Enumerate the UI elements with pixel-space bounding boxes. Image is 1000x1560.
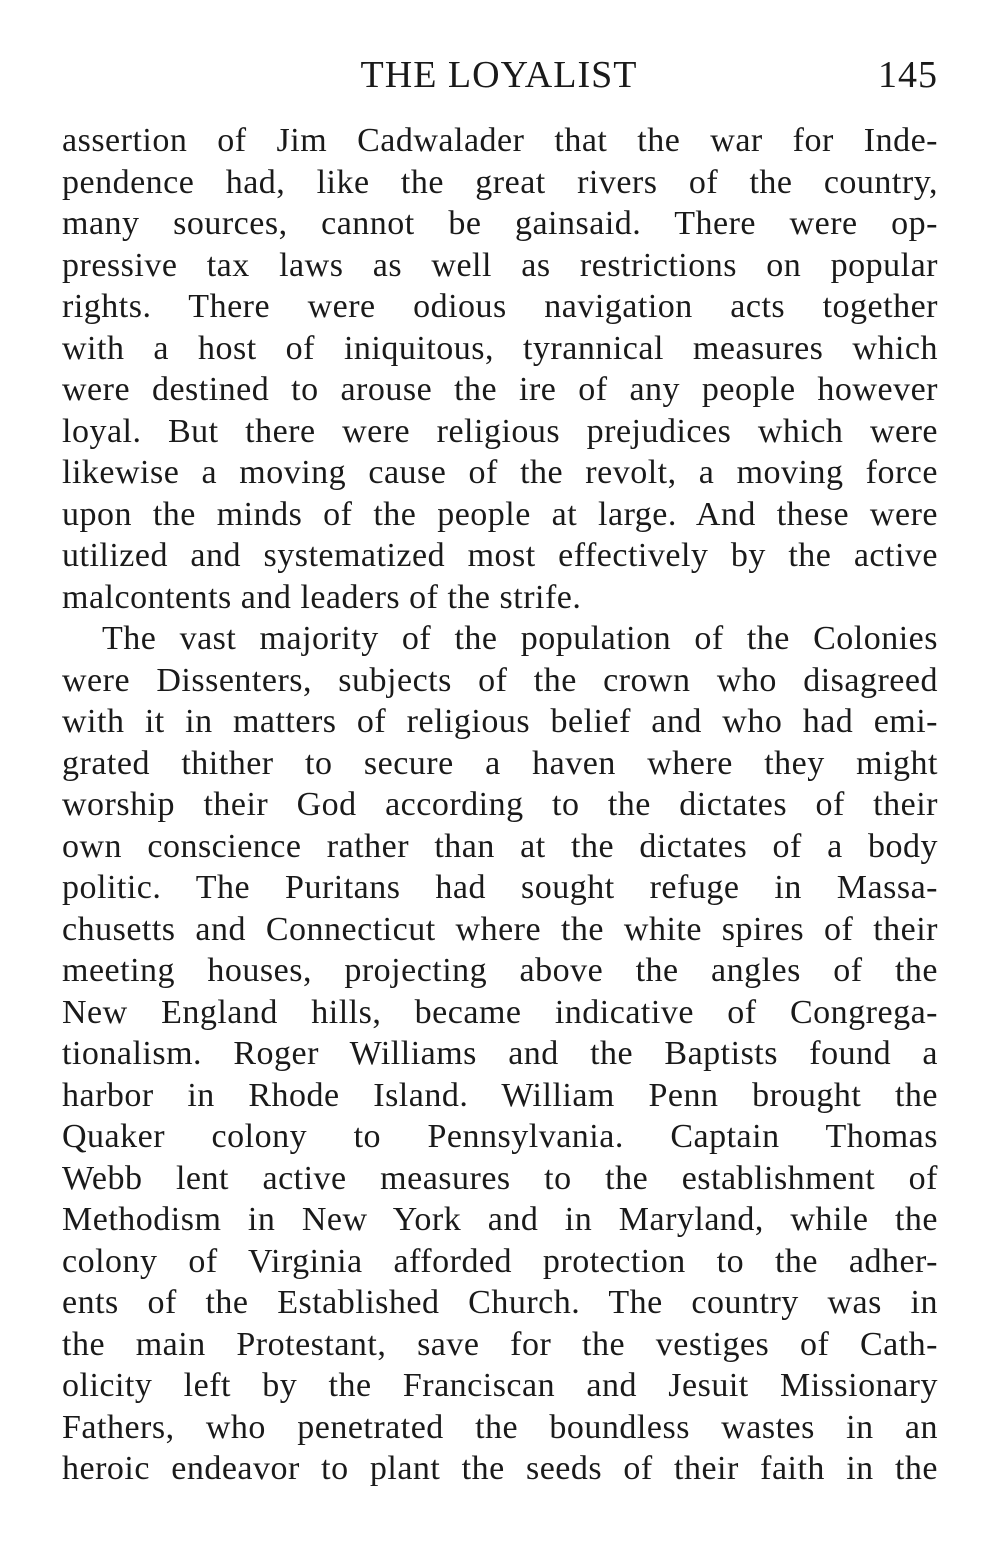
- text-line: New England hills, became indicative of Congrega-: [62, 993, 938, 1031]
- text-line: meeting houses, projecting above the angles of the: [62, 952, 938, 989]
- text-line: Methodism in New York and in Maryland, while the: [62, 1201, 938, 1238]
- paragraph-1: [62, 120, 938, 618]
- text-line: malcontents and leaders of the strife.: [62, 578, 582, 616]
- text-line: olicity left by the Franciscan and Jesuit Missionary: [62, 1367, 938, 1404]
- text-line: colony of Virginia afforded protection to the adher-: [62, 1242, 938, 1280]
- text-line: chusetts and Connecticut where the white spires of their: [62, 910, 938, 948]
- running-head: THE LOYALIST: [360, 54, 638, 96]
- text-line: ents of the Established Church. The country was in: [62, 1284, 938, 1321]
- text-line: pressive tax laws as well as restrictions on popular: [62, 246, 938, 284]
- text-line: the main Protestant, save for the vestiges of Cath-: [62, 1325, 938, 1363]
- text-line: with it in matters of religious belief and who had emi-: [62, 703, 938, 740]
- text-line: heroic endeavor to plant the seeds of their faith in the: [62, 1450, 938, 1487]
- text-line: likewise a moving cause of the revolt, a moving force: [62, 454, 938, 491]
- text-line: harbor in Rhode Island. William Penn brought the: [62, 1076, 938, 1114]
- text-line: grated thither to secure a haven where they might: [62, 744, 938, 782]
- text-line: utilized and systematized most effectively by the active: [62, 537, 938, 574]
- text-line: politic. The Puritans had sought refuge in Massa-: [62, 869, 938, 906]
- text-line: Fathers, who penetrated the boundless wastes in an: [62, 1408, 938, 1446]
- text-line: worship their God according to the dictates of their: [62, 786, 938, 823]
- text-line: assertion of Jim Cadwalader that the war for Inde-: [62, 122, 938, 159]
- text-line: were Dissenters, subjects of the crown who disagreed: [62, 661, 938, 699]
- text-line: tionalism. Roger Williams and the Baptists found a: [62, 1035, 938, 1072]
- text-line: pendence had, like the great rivers of the country,: [62, 163, 938, 201]
- body-text: [62, 120, 938, 1490]
- text-line: with a host of iniquitous, tyrannical measures which: [62, 329, 938, 367]
- paragraph-2: [62, 618, 938, 1490]
- text-line: loyal. But there were religious prejudices which were: [62, 412, 938, 450]
- text-line: were destined to arouse the ire of any people however: [62, 371, 938, 408]
- text-line: Webb lent active measures to the establishment of: [62, 1159, 938, 1197]
- page-number: 145: [878, 54, 938, 96]
- text-line: rights. There were odious navigation acts together: [62, 288, 938, 325]
- page-header: [60, 52, 938, 102]
- text-line: own conscience rather than at the dictates of a body: [62, 827, 938, 865]
- text-line: upon the minds of the people at large. And these were: [62, 495, 938, 533]
- text-line: Quaker colony to Pennsylvania. Captain Thomas: [62, 1118, 938, 1155]
- text-line: The vast majority of the population of the Colonies: [102, 620, 938, 657]
- text-line: many sources, cannot be gainsaid. There were op-: [62, 205, 938, 242]
